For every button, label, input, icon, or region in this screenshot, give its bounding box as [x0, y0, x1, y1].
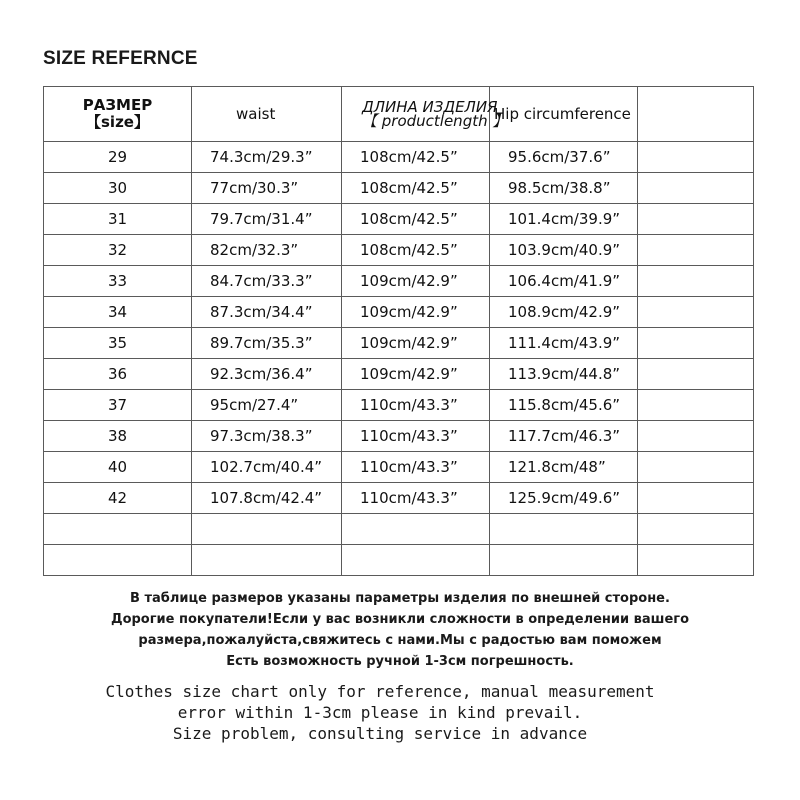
table-body	[44, 142, 754, 576]
cell-size: 29	[44, 142, 192, 173]
cell-extra	[638, 421, 754, 452]
cell-hip: 108.9cm/42.9”	[490, 297, 638, 328]
cell-size: 32	[44, 235, 192, 266]
table-row	[44, 173, 754, 204]
cell-size: 42	[44, 483, 192, 514]
table-row	[44, 390, 754, 421]
cell-size: 36	[44, 359, 192, 390]
cell-extra	[638, 204, 754, 235]
cell-waist: 79.7cm/31.4”	[192, 204, 342, 235]
notes-english	[0, 681, 760, 744]
table-row	[44, 483, 754, 514]
header-size	[44, 87, 192, 142]
cell-product-length: 108cm/42.5”	[342, 142, 490, 173]
cell-product-length: 110cm/43.3”	[342, 483, 490, 514]
header-size-en: 【size】	[86, 113, 149, 131]
cell-extra	[638, 390, 754, 421]
note-line-en: error within 1-3cm please in kind prevail.	[177, 703, 583, 722]
note-line-en: Size problem, consulting service in advance	[172, 724, 588, 743]
cell-waist: 107.8cm/42.4”	[192, 483, 342, 514]
cell-extra	[638, 545, 754, 576]
header-length-ru: ДЛИНА ИЗДЕЛИЯ	[362, 98, 498, 116]
table-header-row	[44, 87, 754, 142]
note-line-en: Clothes size chart only for reference, manual measurement	[105, 682, 655, 701]
note-line-ru: Есть возможность ручной 1-3см погрешность.	[226, 654, 574, 669]
cell-waist: 95cm/27.4”	[192, 390, 342, 421]
table-row	[44, 514, 754, 545]
cell-product-length	[342, 545, 490, 576]
cell-product-length: 110cm/43.3”	[342, 452, 490, 483]
cell-size: 34	[44, 297, 192, 328]
cell-extra	[638, 173, 754, 204]
note-line-ru: В таблице размеров указаны параметры изделия по внешней стороне.	[130, 591, 670, 606]
cell-hip: 98.5cm/38.8”	[490, 173, 638, 204]
table-row	[44, 235, 754, 266]
table-row	[44, 421, 754, 452]
header-extra	[638, 87, 754, 142]
header-size-ru: РАЗМЕР	[82, 96, 153, 114]
cell-hip: 125.9cm/49.6”	[490, 483, 638, 514]
cell-extra	[638, 297, 754, 328]
cell-extra	[638, 235, 754, 266]
note-line-ru: Дорогие покупатели!Если у вас возникли сложности в определении вашего	[110, 612, 690, 627]
cell-waist: 87.3cm/34.4”	[192, 297, 342, 328]
cell-product-length: 109cm/42.9”	[342, 297, 490, 328]
cell-extra	[638, 266, 754, 297]
cell-waist	[192, 514, 342, 545]
cell-hip: 121.8cm/48”	[490, 452, 638, 483]
header-hip-circumference: Hip circumference	[490, 87, 638, 142]
cell-waist: 89.7cm/35.3”	[192, 328, 342, 359]
cell-size: 38	[44, 421, 192, 452]
cell-size: 31	[44, 204, 192, 235]
cell-hip: 117.7cm/46.3”	[490, 421, 638, 452]
table-row	[44, 266, 754, 297]
table-row	[44, 359, 754, 390]
cell-hip: 113.9cm/44.8”	[490, 359, 638, 390]
table-row	[44, 297, 754, 328]
cell-size	[44, 545, 192, 576]
cell-hip: 115.8cm/45.6”	[490, 390, 638, 421]
cell-extra	[638, 514, 754, 545]
cell-waist: 77cm/30.3”	[192, 173, 342, 204]
cell-extra	[638, 359, 754, 390]
cell-hip: 111.4cm/43.9”	[490, 328, 638, 359]
cell-product-length: 110cm/43.3”	[342, 421, 490, 452]
cell-product-length	[342, 514, 490, 545]
cell-product-length: 109cm/42.9”	[342, 266, 490, 297]
cell-size: 33	[44, 266, 192, 297]
cell-waist	[192, 545, 342, 576]
cell-size: 35	[44, 328, 192, 359]
cell-size: 40	[44, 452, 192, 483]
cell-product-length: 108cm/42.5”	[342, 173, 490, 204]
cell-extra	[638, 483, 754, 514]
cell-waist: 92.3cm/36.4”	[192, 359, 342, 390]
cell-waist: 97.3cm/38.3”	[192, 421, 342, 452]
cell-extra	[638, 142, 754, 173]
cell-hip: 95.6cm/37.6”	[490, 142, 638, 173]
table-row	[44, 142, 754, 173]
note-line-ru: размера,пожалуйста,свяжитесь с нами.Мы с радостью вам поможем	[138, 633, 662, 648]
cell-extra	[638, 452, 754, 483]
notes-russian	[0, 588, 800, 672]
header-product-length	[342, 87, 508, 142]
table-row	[44, 204, 754, 235]
cell-extra	[638, 328, 754, 359]
header-length-en: 【 productlength 】	[362, 112, 508, 130]
cell-hip: 101.4cm/39.9”	[490, 204, 638, 235]
table-row	[44, 545, 754, 576]
cell-waist: 84.7cm/33.3”	[192, 266, 342, 297]
cell-product-length: 109cm/42.9”	[342, 328, 490, 359]
cell-hip: 106.4cm/41.9”	[490, 266, 638, 297]
cell-hip: 103.9cm/40.9”	[490, 235, 638, 266]
cell-product-length: 108cm/42.5”	[342, 204, 490, 235]
cell-size: 37	[44, 390, 192, 421]
cell-hip	[490, 545, 638, 576]
cell-waist: 74.3cm/29.3”	[192, 142, 342, 173]
header-waist: waist	[192, 87, 342, 142]
table-row	[44, 452, 754, 483]
cell-product-length: 109cm/42.9”	[342, 359, 490, 390]
cell-waist: 102.7cm/40.4”	[192, 452, 342, 483]
cell-size: 30	[44, 173, 192, 204]
page-title: SIZE REFERNCE	[43, 48, 198, 69]
cell-size	[44, 514, 192, 545]
table-row	[44, 328, 754, 359]
cell-waist: 82cm/32.3”	[192, 235, 342, 266]
cell-product-length: 110cm/43.3”	[342, 390, 490, 421]
size-chart-table-container	[43, 86, 753, 576]
size-chart-table	[43, 86, 754, 576]
cell-hip	[490, 514, 638, 545]
cell-product-length: 108cm/42.5”	[342, 235, 490, 266]
